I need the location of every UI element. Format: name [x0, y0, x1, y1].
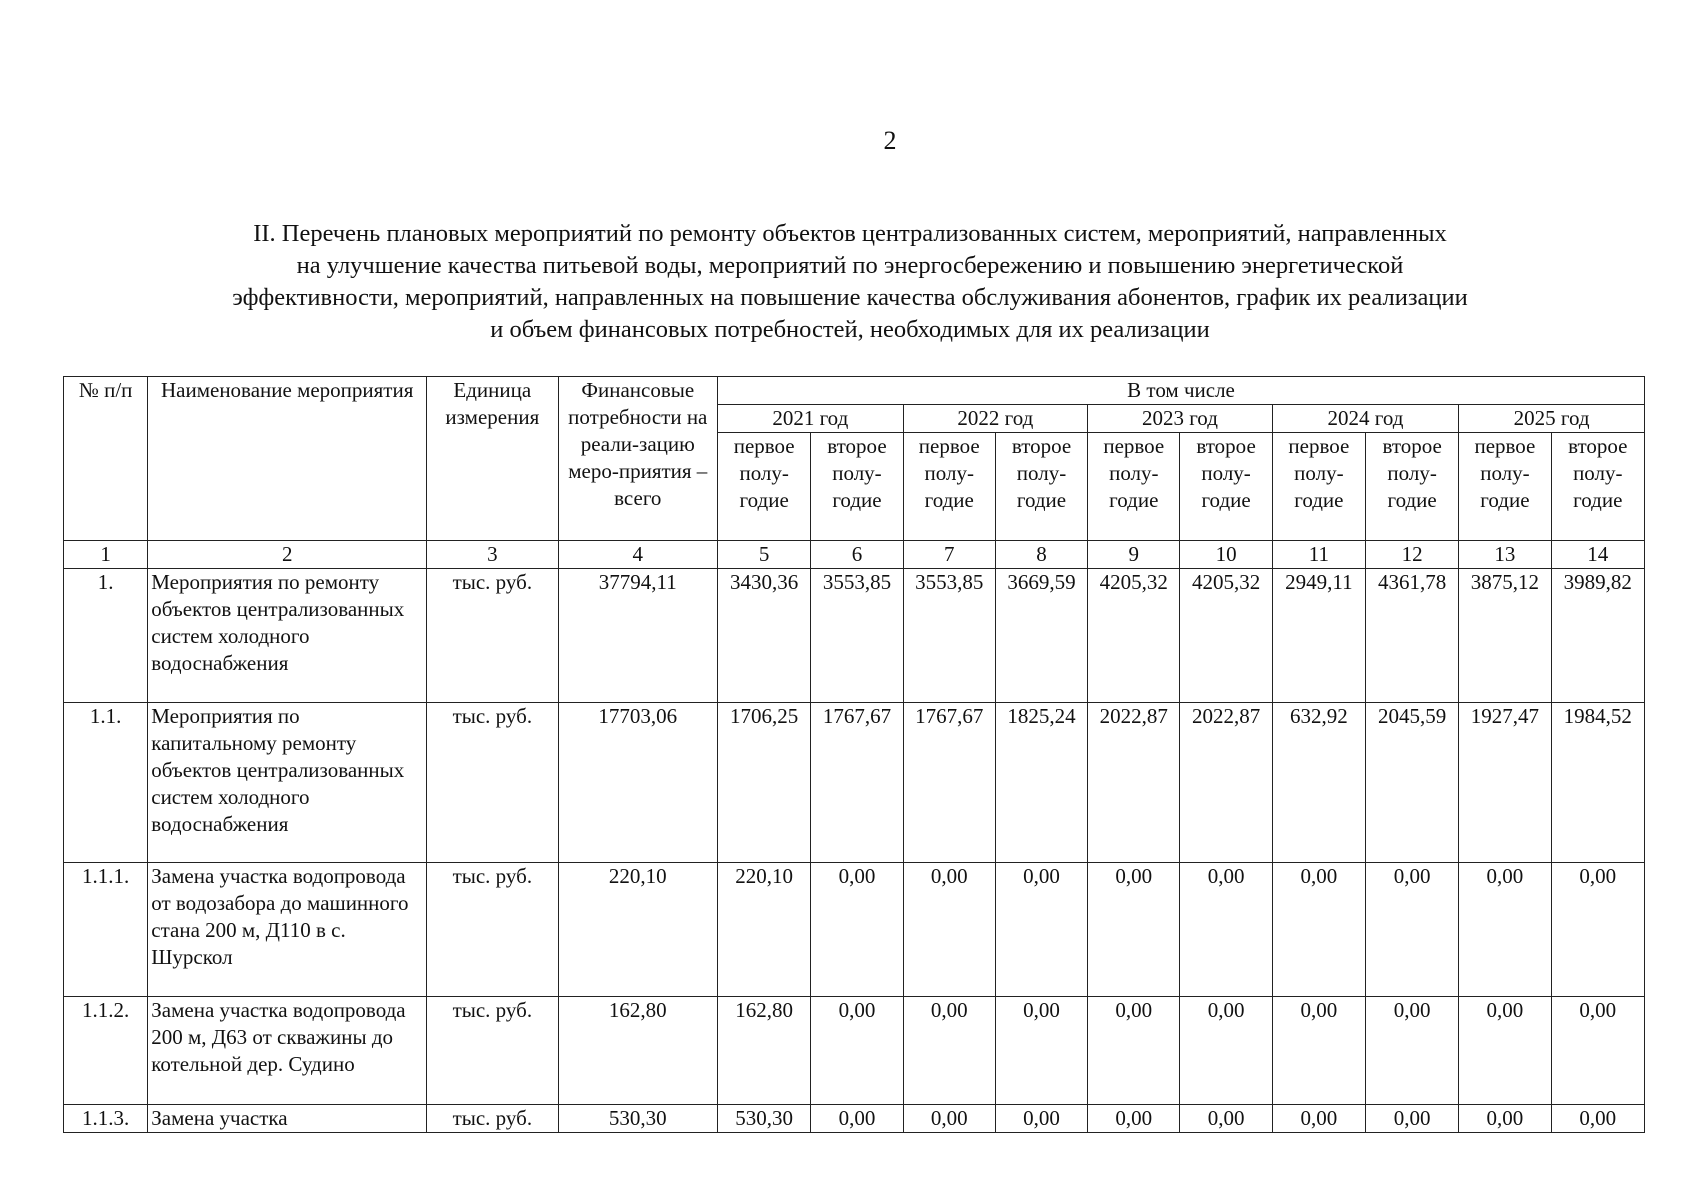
row-num: 1.1.: [64, 703, 148, 863]
row-name: Замена участка: [148, 1105, 427, 1133]
header-first-half: первое полу-годие: [718, 433, 811, 541]
column-number: 5: [718, 541, 811, 569]
row-value: 1767,67: [811, 703, 903, 863]
row-unit: тыс. руб.: [427, 569, 558, 703]
row-value: 4205,32: [1180, 569, 1272, 703]
row-value: 0,00: [1272, 1105, 1365, 1133]
row-value: 0,00: [995, 997, 1087, 1105]
row-value: 162,80: [718, 997, 811, 1105]
row-total: 220,10: [558, 863, 718, 997]
header-year: 2023 год: [1088, 405, 1273, 433]
row-num: 1.1.3.: [64, 1105, 148, 1133]
row-num: 1.1.1.: [64, 863, 148, 997]
row-value: 1767,67: [903, 703, 995, 863]
row-value: 0,00: [995, 1105, 1087, 1133]
row-value: 0,00: [1551, 1105, 1644, 1133]
column-number: 2: [148, 541, 427, 569]
header-second-half: второе полу-годие: [811, 433, 903, 541]
row-value: 530,30: [718, 1105, 811, 1133]
row-value: 0,00: [1366, 1105, 1459, 1133]
column-number: 11: [1272, 541, 1365, 569]
title-line: на улучшение качества питьевой воды, мероприятий по энергосбережению и повышению энергетической: [296, 252, 1404, 279]
row-value: 0,00: [1551, 997, 1644, 1105]
row-value: 0,00: [1459, 997, 1551, 1105]
row-value: 0,00: [1180, 997, 1272, 1105]
header-finance: Финансовые потребности на реали-зацию меро-приятия – всего: [558, 377, 718, 541]
table-row: [64, 569, 1645, 703]
column-number: 6: [811, 541, 903, 569]
column-number: 9: [1088, 541, 1180, 569]
title-line: эффективности, мероприятий, направленных на повышение качества обслуживания абонентов, график их реализации: [232, 284, 1468, 311]
column-number: 8: [995, 541, 1087, 569]
header-second-half: второе полу-годие: [1180, 433, 1272, 541]
row-value: 632,92: [1272, 703, 1365, 863]
row-unit: тыс. руб.: [427, 863, 558, 997]
row-value: 3989,82: [1551, 569, 1644, 703]
header-unit: Единица измерения: [427, 377, 558, 541]
header-first-half: первое полу-годие: [903, 433, 995, 541]
row-value: 0,00: [811, 863, 903, 997]
row-value: 2949,11: [1272, 569, 1365, 703]
row-value: 0,00: [811, 1105, 903, 1133]
row-value: 0,00: [1088, 1105, 1180, 1133]
row-name: Мероприятия по ремонту объектов централизованных систем холодного водоснабжения: [148, 569, 427, 703]
row-value: 0,00: [1366, 863, 1459, 997]
row-name: Мероприятия по капитальному ремонту объектов централизованных систем холодного водоснабжения: [148, 703, 427, 863]
document-title: [120, 218, 1580, 346]
row-total: 37794,11: [558, 569, 718, 703]
header-second-half: второе полу-годие: [1366, 433, 1459, 541]
row-unit: тыс. руб.: [427, 703, 558, 863]
row-value: 0,00: [903, 1105, 995, 1133]
table-row: [64, 703, 1645, 863]
row-value: 0,00: [903, 863, 995, 997]
row-value: 3875,12: [1459, 569, 1551, 703]
row-total: 17703,06: [558, 703, 718, 863]
row-value: 1706,25: [718, 703, 811, 863]
column-number: 7: [903, 541, 995, 569]
row-name: Замена участка водопровода от водозабора до машинного стана 200 м, Д110 в с. Шурскол: [148, 863, 427, 997]
column-number: 12: [1366, 541, 1459, 569]
row-unit: тыс. руб.: [427, 997, 558, 1105]
row-value: 0,00: [1272, 863, 1365, 997]
column-number-row: [64, 541, 1645, 569]
row-value: 0,00: [811, 997, 903, 1105]
row-value: 4361,78: [1366, 569, 1459, 703]
row-value: 0,00: [1459, 863, 1551, 997]
row-value: 0,00: [1180, 1105, 1272, 1133]
table-row: [64, 863, 1645, 997]
header-second-half: второе полу-годие: [1551, 433, 1644, 541]
row-value: 3430,36: [718, 569, 811, 703]
column-number: 4: [558, 541, 718, 569]
header-year: 2021 год: [718, 405, 904, 433]
row-value: 3553,85: [811, 569, 903, 703]
plan-table: [63, 376, 1645, 1133]
title-line: и объем финансовых потребностей, необходимых для их реализации: [490, 316, 1210, 343]
row-value: 3553,85: [903, 569, 995, 703]
header-year: 2025 год: [1459, 405, 1645, 433]
row-unit: тыс. руб.: [427, 1105, 558, 1133]
column-number: 14: [1551, 541, 1644, 569]
row-name: Замена участка водопровода 200 м, Д63 от скважины до котельной дер. Судино: [148, 997, 427, 1105]
row-value: 1825,24: [995, 703, 1087, 863]
header-first-half: первое полу-годие: [1459, 433, 1551, 541]
header-second-half: второе полу-годие: [995, 433, 1087, 541]
header-first-half: первое полу-годие: [1272, 433, 1365, 541]
row-value: 0,00: [1180, 863, 1272, 997]
row-value: 0,00: [1551, 863, 1644, 997]
header-including: В том числе: [718, 377, 1645, 405]
row-total: 530,30: [558, 1105, 718, 1133]
row-value: 0,00: [1366, 997, 1459, 1105]
header-year: 2022 год: [903, 405, 1088, 433]
row-num: 1.: [64, 569, 148, 703]
header-num: № п/п: [64, 377, 148, 541]
row-num: 1.1.2.: [64, 997, 148, 1105]
row-value: 2022,87: [1088, 703, 1180, 863]
column-number: 1: [64, 541, 148, 569]
column-number: 13: [1459, 541, 1551, 569]
column-number: 10: [1180, 541, 1272, 569]
header-first-half: первое полу-годие: [1088, 433, 1180, 541]
column-number: 3: [427, 541, 558, 569]
row-value: 3669,59: [995, 569, 1087, 703]
row-value: 0,00: [903, 997, 995, 1105]
row-value: 0,00: [1459, 1105, 1551, 1133]
row-value: 1984,52: [1551, 703, 1644, 863]
row-value: 2045,59: [1366, 703, 1459, 863]
row-value: 0,00: [995, 863, 1087, 997]
row-total: 162,80: [558, 997, 718, 1105]
row-value: 0,00: [1088, 997, 1180, 1105]
row-value: 2022,87: [1180, 703, 1272, 863]
title-line: II. Перечень плановых мероприятий по ремонту объектов централизованных систем, мероприятий, направленных: [253, 220, 1447, 247]
row-value: 220,10: [718, 863, 811, 997]
table-row: [64, 1105, 1645, 1133]
table-row: [64, 997, 1645, 1105]
row-value: 0,00: [1272, 997, 1365, 1105]
row-value: 1927,47: [1459, 703, 1551, 863]
page-number: 2: [883, 126, 897, 155]
header-name: Наименование мероприятия: [148, 377, 427, 541]
row-value: 0,00: [1088, 863, 1180, 997]
header-year: 2024 год: [1272, 405, 1459, 433]
row-value: 4205,32: [1088, 569, 1180, 703]
